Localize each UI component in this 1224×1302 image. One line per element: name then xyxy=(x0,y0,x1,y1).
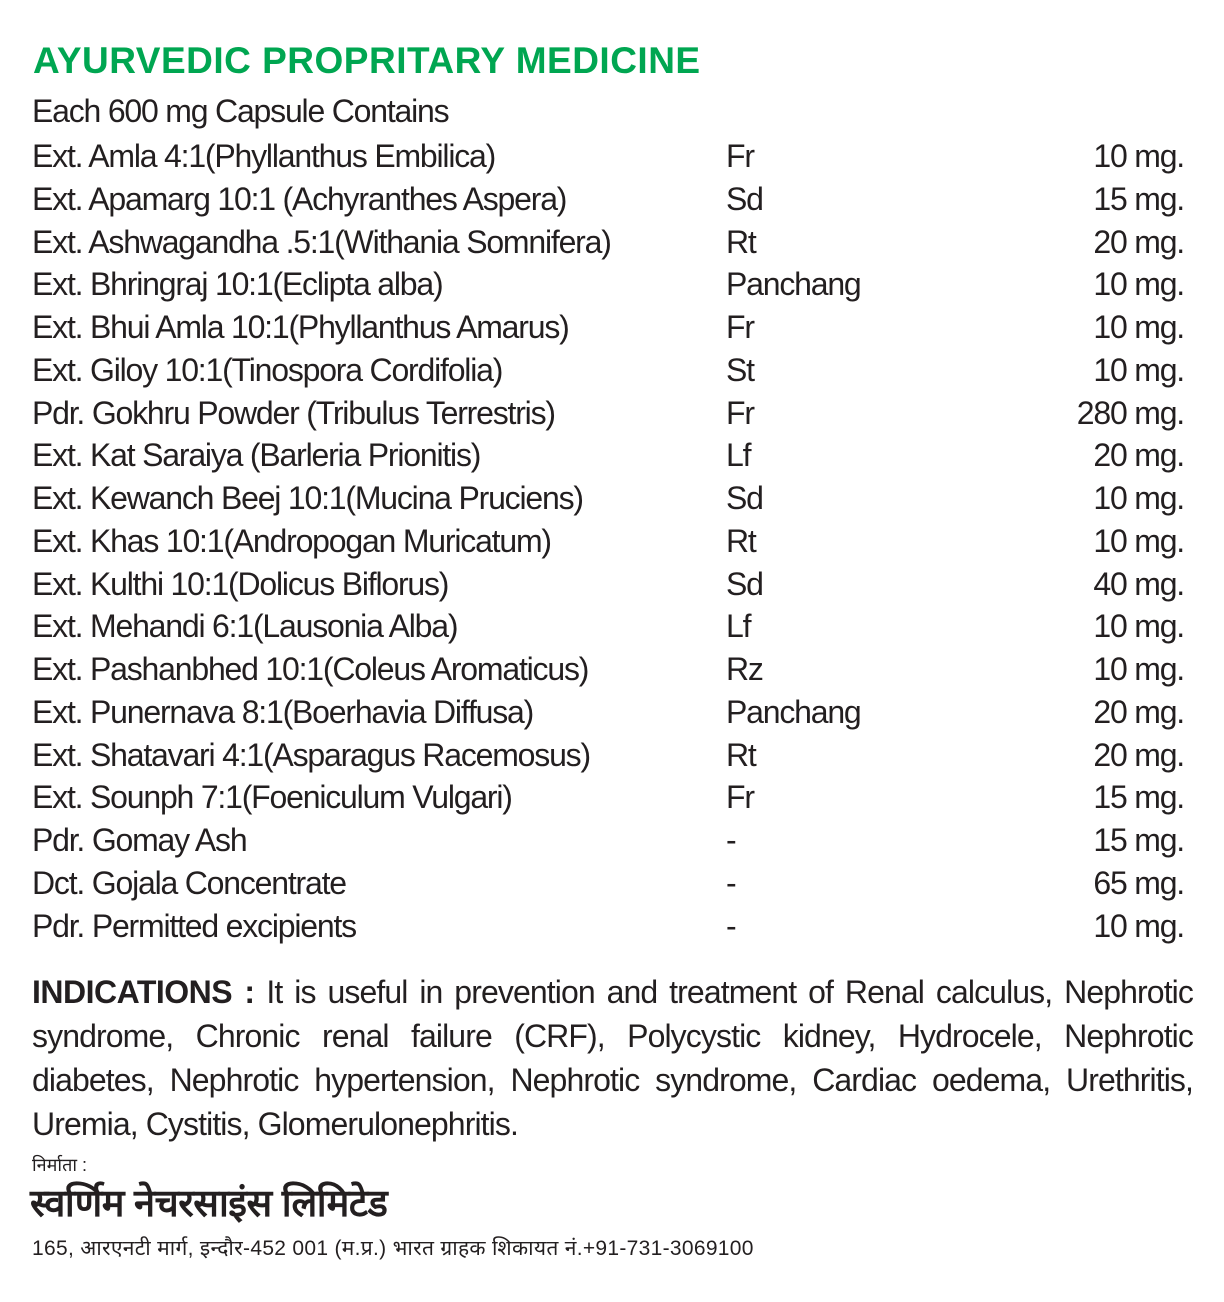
ingredient-dose: 10 mg. xyxy=(1093,651,1184,687)
ingredient-dose: 20 mg. xyxy=(1093,736,1184,773)
ingredient-row xyxy=(32,393,1184,436)
plant-part: Fr xyxy=(726,309,754,345)
ingredient-row xyxy=(32,521,1184,564)
ingredient-name: Ext. Apamarg 10:1 (Achyranthes Aspera) xyxy=(32,180,567,217)
manufacturer-name: स्वर्णिम नेचरसाइंस लिमिटेड xyxy=(30,1183,388,1225)
ingredient-row xyxy=(32,820,1184,863)
plant-part: Sd xyxy=(726,180,763,217)
plant-part: Rz xyxy=(726,651,763,687)
ingredient-name: Ext. Shatavari 4:1(Asparagus Racemosus) xyxy=(32,736,590,773)
plant-part: Lf xyxy=(726,608,751,645)
indications-text: It is useful in prevention and treatment of Renal calculus, Nephrotic syndrome, Chronic renal failure (CRF), Polycystic kidney, Hydrocele, Nephrotic diabetes, Nephrotic hypertension, Nephrotic syndrome, Cardiac oedema, Urethritis, Uremia, Cystitis, Glomerulonephritis. xyxy=(32,974,1193,1142)
ingredient-row xyxy=(32,350,1184,393)
ingredient-name: Ext. Sounph 7:1(Foeniculum Vulgari) xyxy=(32,779,512,816)
plant-part: - xyxy=(726,822,736,858)
plant-part: Sd xyxy=(726,565,763,602)
indications-label: INDICATIONS : xyxy=(32,974,255,1010)
ingredient-dose: 10 mg. xyxy=(1093,522,1184,559)
ingredient-row xyxy=(32,264,1184,307)
plant-part: - xyxy=(726,907,736,944)
ingredient-name: Ext. Amla 4:1(Phyllanthus Embilica) xyxy=(32,138,496,174)
ingredient-dose: 10 mg. xyxy=(1093,907,1184,944)
ingredient-name: Pdr. Gomay Ash xyxy=(32,822,247,858)
plant-part: Fr xyxy=(726,779,754,816)
ingredient-dose: 10 mg. xyxy=(1093,309,1184,345)
plant-part: Lf xyxy=(726,437,751,474)
ingredient-dose: 40 mg. xyxy=(1093,565,1184,602)
ingredient-dose: 10 mg. xyxy=(1093,266,1184,303)
ingredient-name: Ext. Kulthi 10:1(Dolicus Biflorus) xyxy=(32,565,449,602)
ingredient-dose: 10 mg. xyxy=(1093,480,1184,516)
ingredient-row xyxy=(32,735,1184,778)
manufacturer-address: 165, आरएनटी मार्ग, इन्दौर-452 001 (म.प्र.) भारत ग्राहक शिकायत नं.+91-731-3069100 xyxy=(32,1237,754,1260)
ingredient-name: Ext. Pashanbhed 10:1(Coleus Aromaticus) xyxy=(32,651,589,687)
plant-part: Rt xyxy=(726,522,756,559)
plant-part: Panchang xyxy=(726,693,861,730)
ingredient-row xyxy=(32,906,1184,949)
ingredient-row xyxy=(32,222,1184,265)
ingredient-row xyxy=(32,307,1184,350)
plant-part: Rt xyxy=(726,736,756,773)
ingredient-row xyxy=(32,777,1184,820)
plant-part: Fr xyxy=(726,138,754,174)
ingredient-name: Ext. Bhringraj 10:1(Eclipta alba) xyxy=(32,266,443,303)
ingredient-name: Ext. Giloy 10:1(Tinospora Cordifolia) xyxy=(32,351,503,388)
plant-part: Fr xyxy=(726,394,754,431)
ingredient-name: Ext. Ashwagandha .5:1(Withania Somnifera) xyxy=(32,223,611,260)
ingredient-dose: 65 mg. xyxy=(1093,864,1184,901)
ingredient-row xyxy=(32,692,1184,735)
ingredient-dose: 15 mg. xyxy=(1093,779,1184,816)
ingredient-dose: 10 mg. xyxy=(1093,351,1184,388)
page-title: AYURVEDIC PROPRITARY MEDICINE xyxy=(33,40,701,81)
ingredient-dose: 20 mg. xyxy=(1093,693,1184,730)
ingredient-name: Ext. Kat Saraiya (Barleria Prionitis) xyxy=(32,437,481,474)
ingredient-name: Ext. Punernava 8:1(Boerhavia Diffusa) xyxy=(32,693,534,730)
ingredient-name: Ext. Bhui Amla 10:1(Phyllanthus Amarus) xyxy=(32,309,569,345)
ingredient-row xyxy=(32,179,1184,222)
plant-part: Panchang xyxy=(726,266,861,303)
ingredients-table xyxy=(32,136,1184,948)
ingredient-row xyxy=(32,649,1184,692)
plant-part: St xyxy=(726,351,754,388)
ingredient-name: Ext. Kewanch Beej 10:1(Mucina Pruciens) xyxy=(32,480,583,516)
ingredient-name: Pdr. Gokhru Powder (Tribulus Terrestris) xyxy=(32,394,555,431)
plant-part: Rt xyxy=(726,223,756,260)
ingredient-name: Dct. Gojala Concentrate xyxy=(32,864,346,901)
plant-part: Sd xyxy=(726,480,763,516)
ingredient-dose: 10 mg. xyxy=(1093,608,1184,645)
ingredient-dose: 20 mg. xyxy=(1093,223,1184,260)
ingredient-dose: 15 mg. xyxy=(1093,180,1184,217)
ingredient-row xyxy=(32,478,1184,521)
ingredient-name: Pdr. Permitted excipients xyxy=(32,907,356,944)
composition-heading: Each 600 mg Capsule Contains xyxy=(32,93,449,129)
ingredient-dose: 20 mg. xyxy=(1093,437,1184,474)
manufacturer-label: निर्माता : xyxy=(32,1155,88,1175)
indications-paragraph xyxy=(32,970,1193,1146)
ingredient-row xyxy=(32,435,1184,478)
ingredient-row xyxy=(32,863,1184,906)
ingredient-name: Ext. Khas 10:1(Andropogan Muricatum) xyxy=(32,522,551,559)
ingredient-row xyxy=(32,564,1184,607)
ingredient-name: Ext. Mehandi 6:1(Lausonia Alba) xyxy=(32,608,458,645)
plant-part: - xyxy=(726,864,736,901)
ingredient-dose: 10 mg. xyxy=(1093,138,1184,174)
ingredient-row xyxy=(32,136,1184,179)
ingredient-row xyxy=(32,606,1184,649)
ingredient-dose: 280 mg. xyxy=(1076,394,1184,431)
ingredient-dose: 15 mg. xyxy=(1093,822,1184,858)
